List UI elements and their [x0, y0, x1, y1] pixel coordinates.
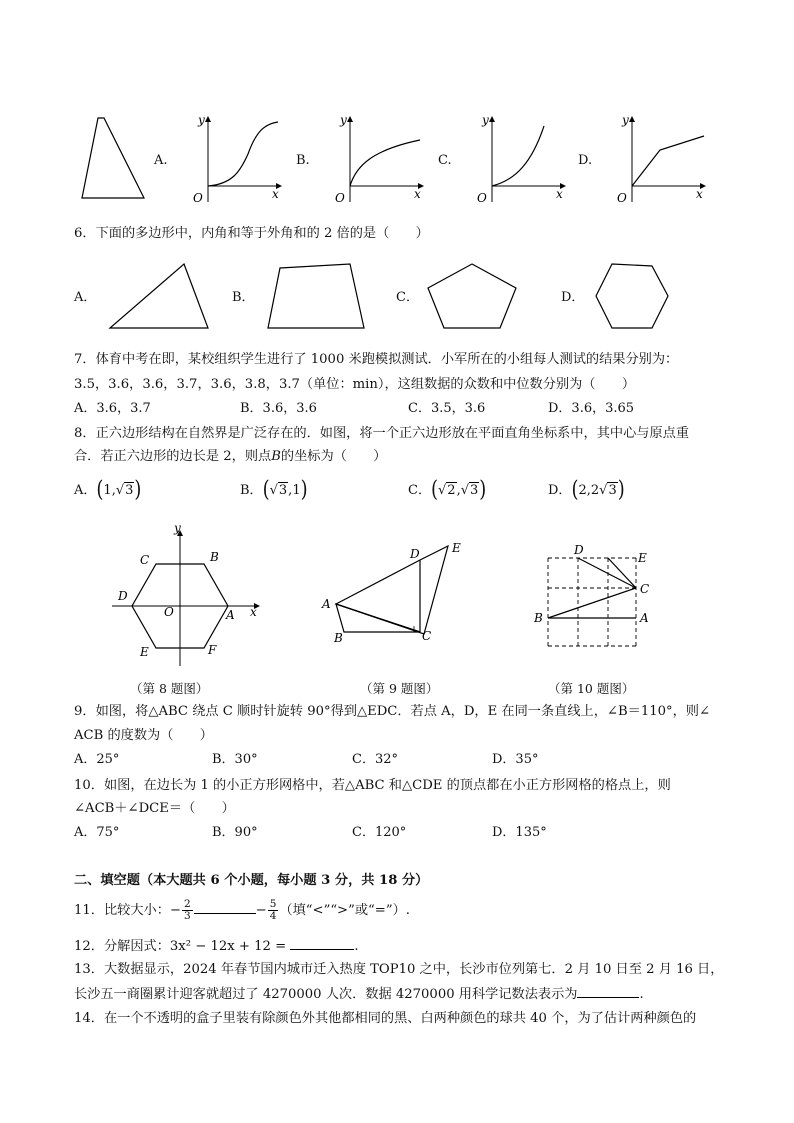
q8-option-b-label: B．: [240, 483, 263, 498]
q12-end: .: [354, 939, 359, 954]
fig9-label-b: B: [334, 631, 343, 645]
q6-option-c: C．: [396, 290, 419, 305]
q7-stem-line1: 7．体育中考在即，某校组织学生进行了 1000 米跑模拟测试．小军所在的小组每人测试的结果分别为：: [74, 352, 679, 367]
q8-c-rad2: 3: [470, 483, 479, 498]
q6-option-b: B．: [232, 290, 255, 305]
q9-option-d: D．35°: [492, 752, 539, 767]
axis-y-label: y: [198, 113, 205, 127]
origin-label: O: [617, 191, 627, 205]
q5-graph-c: [466, 112, 576, 206]
q11-suffix: （填“<”“>”或“=”）.: [279, 903, 410, 918]
fig9-label-c: C: [422, 629, 432, 643]
q8-c-rad1: 2: [447, 483, 456, 498]
fig8-label-c: C: [140, 553, 150, 567]
q8-b-second: 1: [292, 483, 301, 498]
q10-option-a: A．75°: [74, 825, 120, 840]
q8-option-a-label: A．: [74, 483, 97, 498]
q13-line2: [74, 985, 644, 1004]
fig10-label-d: D: [574, 543, 584, 557]
q8-stem-post: 的坐标为（ ）: [280, 449, 387, 464]
q5-graph-a: [182, 112, 292, 206]
q6-option-a: A．: [74, 290, 97, 305]
fig10-label-c: C: [640, 582, 650, 596]
q11-middle: −: [255, 903, 267, 918]
axis-x-label: x: [414, 187, 421, 201]
q5-graph-d: [606, 112, 716, 206]
q8-option-b: B．(√3,1): [240, 476, 308, 503]
q10-option-b: B．90°: [212, 825, 258, 840]
q7-option-c: C．3.5，3.6: [408, 401, 486, 416]
q9-line2: ACB 的度数为（ ）: [74, 728, 213, 743]
q7-option-d: D．3.6，3.65: [548, 401, 635, 416]
q5-option-b: B.: [296, 153, 310, 168]
axis-y-label: y: [340, 113, 347, 127]
figure-8-hexagon: [108, 521, 268, 670]
q11-fraction-1: $\frac{2}{3}$: [183, 898, 191, 922]
fig8-label-e: E: [140, 645, 149, 659]
fig10-label-e: E: [638, 551, 647, 565]
q8-option-d-label: D．: [548, 483, 572, 498]
q12-answer-blank[interactable]: [290, 937, 354, 950]
q8-option-c-label: C．: [408, 483, 431, 498]
fig8-label-o: O: [164, 605, 174, 619]
figure-10-grid: [532, 540, 652, 654]
q9-option-b: B．30°: [212, 752, 258, 767]
q8-stem-line1: 8．正六边形结构在自然界是广泛存在的．如图，将一个正六边形放在平面直角坐标系中，其中心与原点重: [74, 426, 690, 441]
q10-line1: 10．如图，在边长为 1 的小正方形网格中，若△ABC 和△CDE 的顶点都在小正方形网格的格点上，则: [74, 778, 671, 793]
q7-stem-line2: 3.5，3.6，3.6，3.7，3.6，3.8，3.7（单位：min），这组数据的众数和中位数分别为（ ）: [74, 377, 636, 392]
q12: [74, 937, 359, 956]
q8-a-rad: 3: [125, 483, 134, 498]
q6-pentagon: [426, 262, 520, 332]
q9-option-a: A．25°: [74, 752, 120, 767]
q10-option-c: C．120°: [352, 825, 407, 840]
q13-end: .: [639, 987, 644, 1002]
q6-quadrilateral: [264, 262, 368, 332]
fig8-label-x: x: [250, 605, 257, 619]
axis-x-label: x: [556, 187, 563, 201]
q8-stem-line2: [74, 448, 386, 466]
q9-line1: 9．如图，将△ABC 绕点 C 顺时针旋转 90°得到△EDC．若点 A，D，E 在同一条直线上，∠B＝110°，则∠: [74, 704, 711, 719]
q12-text: 12．分解因式：3x² − 12x + 12 =: [74, 939, 287, 954]
fig8-label-b: B: [210, 550, 219, 564]
origin-label: O: [193, 191, 203, 205]
fig8-label-y: y: [174, 521, 181, 535]
origin-label: O: [477, 191, 487, 205]
q9-option-c: C．32°: [352, 752, 398, 767]
q8-a-first: 1: [103, 483, 112, 498]
q8-b-rad: 3: [278, 483, 288, 498]
figure-9-caption: （第 9 题图）: [360, 681, 439, 696]
figure-9-triangles: [318, 538, 468, 648]
origin-label: O: [335, 191, 345, 205]
q13-line1: 13．大数据显示，2024 年春节国内城市迁入热度 TOP10 之中，长沙市位列第七．2 月 10 日至 2 月 16 日，: [74, 962, 724, 977]
trapezoid-figure: [76, 116, 146, 202]
figure-8-caption: （第 8 题图）: [130, 681, 209, 696]
q6-hexagon: [592, 262, 672, 332]
q8-stem-var: B: [271, 449, 281, 464]
q7-option-a: A．3.6，3.7: [74, 401, 151, 416]
section-2-title: 二、填空题（本大题共 6 个小题，每小题 3 分，共 18 分）: [74, 873, 429, 888]
q7-option-b: B．3.6，3.6: [240, 401, 317, 416]
q8-option-c: C．(√2,√3): [408, 476, 487, 503]
fig8-label-a: A: [226, 608, 235, 622]
fig8-label-d: D: [118, 589, 128, 603]
axis-y-label: y: [622, 113, 629, 127]
q11-fraction-2: $\frac{5}{4}$: [269, 898, 277, 922]
q13-line2-text: 长沙五一商圈累计迎客就超过了 4270000 人次．数据 4270000 用科学记数法表示为: [74, 987, 578, 1002]
q5-option-d: D.: [578, 153, 593, 168]
q13-answer-blank[interactable]: [577, 985, 639, 998]
q10-option-d: D．135°: [492, 825, 547, 840]
q6-triangle: [108, 262, 212, 332]
fig9-label-e: E: [452, 541, 461, 555]
q5-graph-b: [324, 112, 434, 206]
axis-x-label: x: [696, 187, 703, 201]
fig9-label-d: D: [410, 547, 420, 561]
q5-option-a: A.: [154, 153, 168, 168]
q8-d-first: 2: [578, 483, 587, 498]
fig9-label-a: A: [322, 597, 331, 611]
q6-option-d: D．: [561, 290, 585, 305]
q8-option-d: D．(2,2√3): [548, 476, 625, 503]
q11: [74, 898, 410, 924]
q5-option-c: C.: [438, 153, 452, 168]
q8-d-coef: 2: [590, 483, 600, 498]
q10-line2: ∠ACB＋∠DCE＝（ ）: [74, 801, 235, 816]
q8-stem-pre: 合．若正六边形的边长是 2，则点: [74, 449, 272, 464]
axis-y-label: y: [482, 113, 489, 127]
q6-stem: 6．下面的多边形中，内角和等于外角和的 2 倍的是（ ）: [74, 226, 429, 241]
axis-x-label: x: [272, 187, 279, 201]
q14-line1: 14．在一个不透明的盒子里装有除颜色外其他都相同的黑、白两种颜色的球共 40 个，为了估计两种颜色的: [74, 1011, 697, 1026]
fig8-label-f: F: [208, 643, 217, 657]
fig10-label-b: B: [534, 611, 543, 625]
q11-prefix: 11．比较大小：−: [74, 903, 181, 918]
q11-answer-blank[interactable]: [194, 901, 256, 914]
q8-option-a: A．(1,√3): [74, 476, 142, 503]
q8-d-rad: 3: [608, 483, 617, 498]
figure-10-caption: （第 10 题图）: [548, 681, 635, 696]
fig10-label-a: A: [640, 611, 649, 625]
